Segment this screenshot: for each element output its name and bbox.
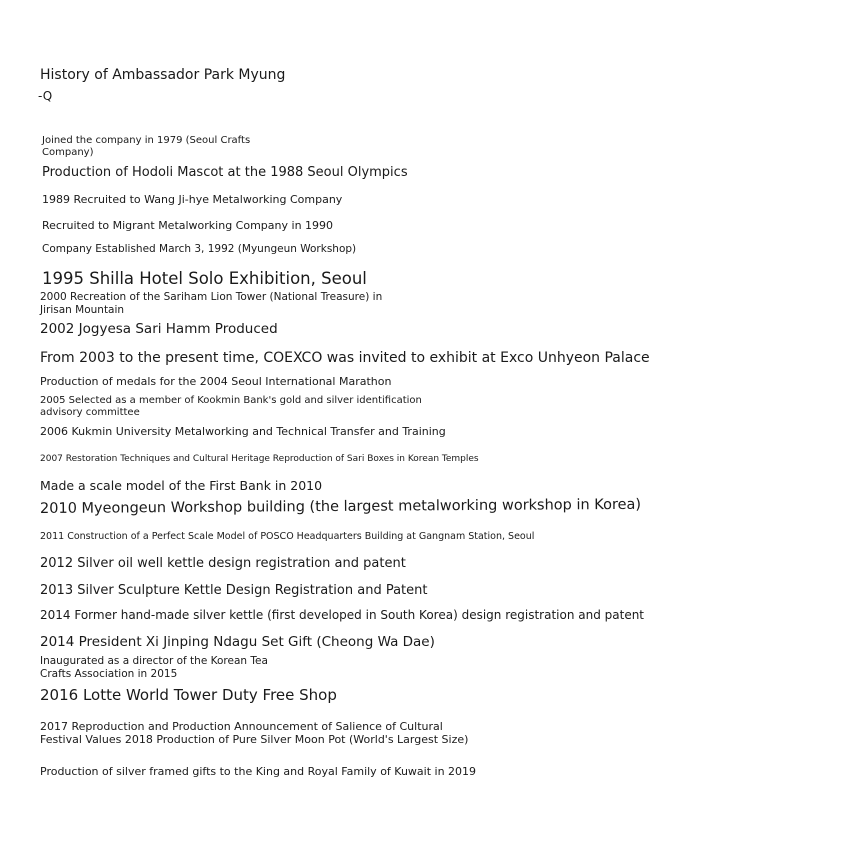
history-entry: 2016 Lotte World Tower Duty Free Shop <box>40 686 337 704</box>
history-entry: 1989 Recruited to Wang Ji-hye Metalworking Company <box>42 193 343 206</box>
history-entry: 2014 President Xi Jinping Ndagu Set Gift (Cheong Wa Dae) <box>40 634 435 650</box>
document-title: History of Ambassador Park Myung <box>40 67 286 83</box>
document-subtitle: -Q <box>38 89 53 103</box>
history-entry: From 2003 to the present time, COEXCO was invited to exhibit at Exco Unhyeon Palace <box>40 350 650 366</box>
history-entry: 2000 Recreation of the Sariham Lion Tower (National Treasure) in Jirisan Mountain <box>40 291 383 316</box>
history-entry: 1995 Shilla Hotel Solo Exhibition, Seoul <box>42 269 367 288</box>
history-entry: Recruited to Migrant Metalworking Company in 1990 <box>42 219 334 232</box>
history-entry: 2005 Selected as a member of Kookmin Bank's gold and silver identification advisory committee <box>40 395 422 418</box>
history-entry: 2017 Reproduction and Production Announcement of Salience of Cultural Festival Values 2018 Production of Pure Silver Moon Pot (World's Largest Size) <box>40 720 469 747</box>
history-entry: 2014 Former hand-made silver kettle (first developed in South Korea) design registration and patent <box>40 608 645 622</box>
history-entry: 2010 Myeongeun Workshop building (the largest metalworking workshop in Korea) <box>39 496 642 517</box>
history-entry: Company Established March 3, 1992 (Myungeun Workshop) <box>42 243 357 255</box>
history-entry: Production of medals for the 2004 Seoul International Marathon <box>40 375 392 388</box>
history-entry: 2012 Silver oil well kettle design registration and patent <box>40 556 406 571</box>
history-entry: Production of silver framed gifts to the King and Royal Family of Kuwait in 2019 <box>40 765 477 778</box>
history-entry: Inaugurated as a director of the Korean Tea Crafts Association in 2015 <box>40 655 268 680</box>
history-entry: Joined the company in 1979 (Seoul Crafts Company) <box>42 135 251 158</box>
history-entry: Made a scale model of the First Bank in 2010 <box>40 478 323 493</box>
history-entry: 2007 Restoration Techniques and Cultural Heritage Reproduction of Sari Boxes in Korean Temples <box>40 454 479 464</box>
history-entry: 2013 Silver Sculpture Kettle Design Registration and Patent <box>40 583 428 598</box>
history-entry: Production of Hodoli Mascot at the 1988 Seoul Olympics <box>42 165 408 180</box>
history-entry: 2002 Jogyesa Sari Hamm Produced <box>40 321 278 337</box>
history-entry: 2011 Construction of a Perfect Scale Model of POSCO Headquarters Building at Gangnam Station, Seoul <box>40 531 535 542</box>
history-entry: 2006 Kukmin University Metalworking and Technical Transfer and Training <box>40 425 446 438</box>
